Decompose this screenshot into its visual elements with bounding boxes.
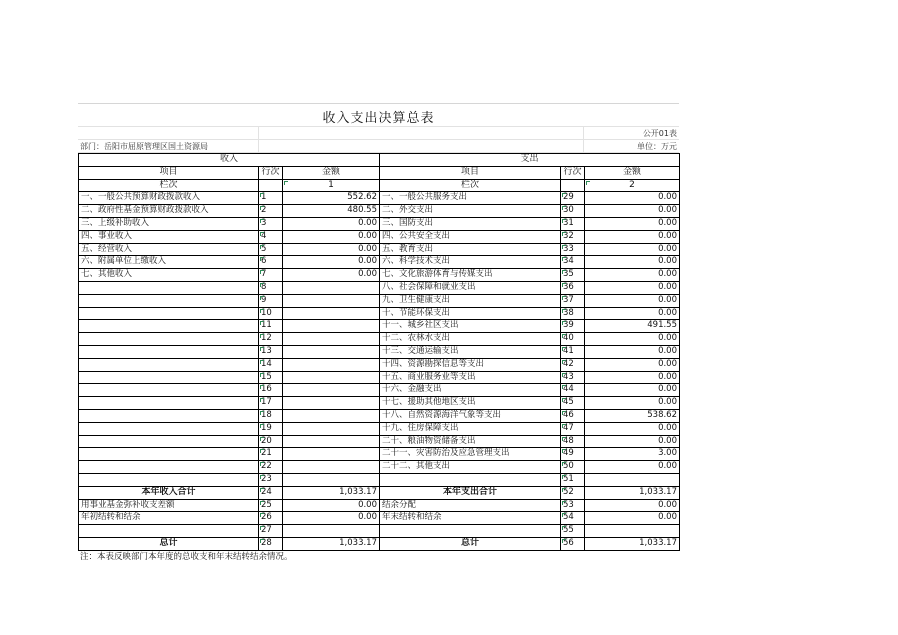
table-row — [79, 358, 680, 371]
income-amount-cell: 0.00 — [283, 243, 380, 256]
income-row-no-cell: 23 — [259, 473, 283, 486]
income-item-cell: 用事业基金弥补收支差额 — [79, 499, 259, 512]
table-row — [79, 422, 680, 435]
income-amount-cell: 0.00 — [283, 217, 380, 230]
income-row-no-cell: 16 — [259, 384, 283, 397]
expense-item-cell: 八、社会保障和就业支出 — [380, 281, 561, 294]
income-item-cell — [79, 461, 259, 474]
expense-item-cell: 十八、自然资源海洋气象等支出 — [380, 409, 561, 422]
table-row — [79, 486, 680, 499]
expense-amount-cell: 491.55 — [585, 320, 680, 333]
table-row — [79, 217, 680, 230]
table-row — [79, 435, 680, 448]
income-row-no-cell: 17 — [259, 397, 283, 410]
column-header-row — [79, 166, 680, 179]
income-amount-cell — [283, 281, 380, 294]
income-item-cell — [79, 358, 259, 371]
income-amount-header: 金额 — [283, 166, 380, 179]
expense-item-cell: 十四、资源勘探信息等支出 — [380, 358, 561, 371]
expense-amount-cell: 0.00 — [585, 307, 680, 320]
expense-row-no-cell: 42 — [561, 358, 585, 371]
income-lanci-blank — [259, 179, 283, 192]
income-amount-cell: 0.00 — [283, 512, 380, 525]
income-amount-cell: 552.62 — [283, 192, 380, 205]
table-row — [79, 230, 680, 243]
expense-amount-cell: 0.00 — [585, 358, 680, 371]
table-row — [79, 525, 680, 538]
income-row-no-cell: 6 — [259, 256, 283, 269]
income-item-cell — [79, 384, 259, 397]
expense-row-no-cell: 52 — [561, 486, 585, 499]
expense-amount-cell: 0.00 — [585, 256, 680, 269]
report-sheet — [78, 103, 679, 563]
expense-amount-cell: 0.00 — [585, 294, 680, 307]
expense-amount-cell — [585, 525, 680, 538]
income-item-cell — [79, 307, 259, 320]
income-item-cell: 总计 — [79, 537, 259, 550]
expense-amount-cell: 0.00 — [585, 230, 680, 243]
income-item-cell: 五、经营收入 — [79, 243, 259, 256]
form-code-row — [78, 127, 679, 140]
income-item-cell: 四、事业收入 — [79, 230, 259, 243]
expense-row-no-cell: 49 — [561, 448, 585, 461]
expense-amount-cell: 0.00 — [585, 333, 680, 346]
income-amount-cell — [283, 409, 380, 422]
income-row-no-cell: 26 — [259, 512, 283, 525]
expense-row-no-cell: 53 — [561, 499, 585, 512]
table-row — [79, 294, 680, 307]
expense-row-no-cell: 33 — [561, 243, 585, 256]
expense-lanci-no: 2 — [585, 179, 680, 192]
expense-row-no-cell: 47 — [561, 422, 585, 435]
footnote: 注：本表反映部门本年度的总收支和年末结转结余情况。 — [80, 551, 293, 562]
expense-item-cell: 十、节能环保支出 — [380, 307, 561, 320]
expense-item-cell: 十七、援助其他地区支出 — [380, 397, 561, 410]
income-item-cell: 三、上级补助收入 — [79, 217, 259, 230]
expense-amount-cell: 0.00 — [585, 217, 680, 230]
income-row-no-cell: 21 — [259, 448, 283, 461]
income-row-no-cell: 20 — [259, 435, 283, 448]
income-item-cell — [79, 422, 259, 435]
income-item-cell — [79, 333, 259, 346]
income-row-no-cell: 2 — [259, 205, 283, 218]
dept-row — [78, 140, 679, 153]
table-row — [79, 345, 680, 358]
expense-item-cell — [380, 525, 561, 538]
expense-item-cell: 六、科学技术支出 — [380, 256, 561, 269]
table-row — [79, 537, 680, 550]
income-row-no-cell: 10 — [259, 307, 283, 320]
expense-item-cell: 结余分配 — [380, 499, 561, 512]
expense-lanci-blank — [561, 179, 585, 192]
income-row-no-cell: 11 — [259, 320, 283, 333]
expense-section-header: 支出 — [380, 154, 680, 167]
expense-row-no-cell: 46 — [561, 409, 585, 422]
expense-amount-cell: 1,033.17 — [585, 486, 680, 499]
table-row — [79, 371, 680, 384]
expense-item-cell: 十一、城乡社区支出 — [380, 320, 561, 333]
income-row-no-header: 行次 — [259, 166, 283, 179]
income-item-cell: 七、其他收入 — [79, 269, 259, 282]
table-row — [79, 281, 680, 294]
income-row-no-cell: 4 — [259, 230, 283, 243]
income-row-no-cell: 28 — [259, 537, 283, 550]
income-item-header: 项目 — [79, 166, 259, 179]
expense-row-no-cell: 51 — [561, 473, 585, 486]
expense-row-no-cell: 31 — [561, 217, 585, 230]
expense-amount-cell: 0.00 — [585, 461, 680, 474]
income-amount-cell — [283, 294, 380, 307]
expense-item-cell: 十三、交通运输支出 — [380, 345, 561, 358]
table-row — [79, 243, 680, 256]
department-label: 部门：岳阳市屈原管理区国土资源局 — [80, 142, 208, 151]
expense-row-no-cell: 44 — [561, 384, 585, 397]
expense-row-no-cell: 37 — [561, 294, 585, 307]
income-item-cell — [79, 345, 259, 358]
income-expense-table — [78, 153, 680, 551]
income-item-cell — [79, 448, 259, 461]
income-amount-cell — [283, 461, 380, 474]
expense-row-no-cell: 48 — [561, 435, 585, 448]
table-row — [79, 473, 680, 486]
table-row — [79, 499, 680, 512]
income-section-header: 收入 — [79, 154, 380, 167]
income-item-cell — [79, 371, 259, 384]
income-amount-cell: 1,033.17 — [283, 486, 380, 499]
expense-amount-cell: 0.00 — [585, 397, 680, 410]
income-amount-cell: 0.00 — [283, 499, 380, 512]
expense-item-cell: 总计 — [380, 537, 561, 550]
expense-row-no-cell: 39 — [561, 320, 585, 333]
unit-label: 单位：万元 — [637, 142, 677, 151]
expense-row-no-cell: 34 — [561, 256, 585, 269]
income-amount-cell — [283, 397, 380, 410]
expense-amount-cell: 0.00 — [585, 384, 680, 397]
income-amount-cell: 1,033.17 — [283, 537, 380, 550]
income-row-no-cell: 22 — [259, 461, 283, 474]
table-row — [79, 269, 680, 282]
expense-item-cell — [380, 473, 561, 486]
expense-row-no-cell: 35 — [561, 269, 585, 282]
income-item-cell: 六、附属单位上缴收入 — [79, 256, 259, 269]
expense-amount-cell: 0.00 — [585, 269, 680, 282]
expense-item-cell: 十二、农林水支出 — [380, 333, 561, 346]
table-row — [79, 333, 680, 346]
table-row — [79, 205, 680, 218]
income-amount-cell: 0.00 — [283, 269, 380, 282]
income-row-no-cell: 12 — [259, 333, 283, 346]
expense-row-no-cell: 50 — [561, 461, 585, 474]
expense-row-no-cell: 30 — [561, 205, 585, 218]
income-item-cell — [79, 397, 259, 410]
expense-item-cell: 三、国防支出 — [380, 217, 561, 230]
income-row-no-cell: 13 — [259, 345, 283, 358]
expense-row-no-cell: 56 — [561, 537, 585, 550]
expense-item-cell: 二、外交支出 — [380, 205, 561, 218]
expense-row-no-cell: 36 — [561, 281, 585, 294]
income-amount-cell — [283, 358, 380, 371]
section-header-row — [79, 154, 680, 167]
expense-row-no-cell: 29 — [561, 192, 585, 205]
expense-row-no-cell: 54 — [561, 512, 585, 525]
table-row — [79, 320, 680, 333]
income-item-cell — [79, 409, 259, 422]
income-row-no-cell: 9 — [259, 294, 283, 307]
income-row-no-cell: 14 — [259, 358, 283, 371]
expense-amount-cell: 0.00 — [585, 192, 680, 205]
income-amount-cell — [283, 435, 380, 448]
expense-item-cell: 一、一般公共服务支出 — [380, 192, 561, 205]
expense-item-header: 项目 — [380, 166, 561, 179]
expense-amount-cell: 3.00 — [585, 448, 680, 461]
income-row-no-cell: 1 — [259, 192, 283, 205]
income-item-cell — [79, 525, 259, 538]
expense-amount-cell: 0.00 — [585, 345, 680, 358]
expense-amount-cell: 0.00 — [585, 422, 680, 435]
expense-amount-cell: 538.62 — [585, 409, 680, 422]
expense-amount-cell: 0.00 — [585, 281, 680, 294]
income-amount-cell — [283, 473, 380, 486]
expense-amount-cell — [585, 473, 680, 486]
income-row-no-cell: 25 — [259, 499, 283, 512]
income-amount-cell — [283, 448, 380, 461]
table-row — [79, 192, 680, 205]
expense-row-no-cell: 55 — [561, 525, 585, 538]
expense-item-cell: 二十一、灾害防治及应急管理支出 — [380, 448, 561, 461]
income-row-no-cell: 19 — [259, 422, 283, 435]
income-row-no-cell: 18 — [259, 409, 283, 422]
expense-lanci-label: 栏次 — [380, 179, 561, 192]
expense-row-no-cell: 38 — [561, 307, 585, 320]
income-row-no-cell: 7 — [259, 269, 283, 282]
income-item-cell — [79, 473, 259, 486]
expense-amount-cell: 0.00 — [585, 243, 680, 256]
income-item-cell: 本年收入合计 — [79, 486, 259, 499]
expense-item-cell: 十九、住房保障支出 — [380, 422, 561, 435]
income-amount-cell — [283, 345, 380, 358]
expense-item-cell: 二十二、其他支出 — [380, 461, 561, 474]
expense-row-no-cell: 43 — [561, 371, 585, 384]
income-amount-cell — [283, 320, 380, 333]
table-row — [79, 397, 680, 410]
income-amount-cell — [283, 422, 380, 435]
table-row — [79, 512, 680, 525]
income-row-no-cell: 3 — [259, 217, 283, 230]
expense-row-no-cell: 41 — [561, 345, 585, 358]
expense-row-no-cell: 45 — [561, 397, 585, 410]
expense-item-cell: 四、公共安全支出 — [380, 230, 561, 243]
expense-amount-cell: 0.00 — [585, 499, 680, 512]
expense-item-cell: 五、教育支出 — [380, 243, 561, 256]
income-row-no-cell: 8 — [259, 281, 283, 294]
income-lanci-label: 栏次 — [79, 179, 259, 192]
income-amount-cell — [283, 371, 380, 384]
table-row — [79, 461, 680, 474]
expense-item-cell: 本年支出合计 — [380, 486, 561, 499]
income-item-cell — [79, 294, 259, 307]
income-item-cell: 一、一般公共预算财政拨款收入 — [79, 192, 259, 205]
expense-amount-cell: 0.00 — [585, 371, 680, 384]
expense-amount-cell: 0.00 — [585, 512, 680, 525]
income-item-cell: 二、政府性基金预算财政拨款收入 — [79, 205, 259, 218]
income-row-no-cell: 5 — [259, 243, 283, 256]
report-title: 收入支出决算总表 — [322, 111, 435, 126]
income-amount-cell — [283, 333, 380, 346]
income-row-no-cell: 27 — [259, 525, 283, 538]
expense-row-no-cell: 40 — [561, 333, 585, 346]
income-amount-cell: 0.00 — [283, 256, 380, 269]
table-row — [79, 307, 680, 320]
income-lanci-no: 1 — [283, 179, 380, 192]
income-item-cell — [79, 435, 259, 448]
table-row — [79, 409, 680, 422]
form-code: 公开01表 — [642, 129, 677, 138]
expense-item-cell: 十六、金融支出 — [380, 384, 561, 397]
expense-item-cell: 年末结转和结余 — [380, 512, 561, 525]
income-amount-cell — [283, 525, 380, 538]
expense-item-cell: 七、文化旅游体育与传媒支出 — [380, 269, 561, 282]
income-amount-cell — [283, 384, 380, 397]
income-amount-cell — [283, 307, 380, 320]
expense-row-no-cell: 32 — [561, 230, 585, 243]
income-amount-cell: 480.55 — [283, 205, 380, 218]
income-row-no-cell: 24 — [259, 486, 283, 499]
income-item-cell: 年初结转和结余 — [79, 512, 259, 525]
table-row — [79, 256, 680, 269]
income-row-no-cell: 15 — [259, 371, 283, 384]
expense-item-cell: 十五、商业服务业等支出 — [380, 371, 561, 384]
expense-amount-header: 金额 — [585, 166, 680, 179]
table-row — [79, 448, 680, 461]
expense-amount-cell: 0.00 — [585, 205, 680, 218]
income-amount-cell: 0.00 — [283, 230, 380, 243]
expense-item-cell: 九、卫生健康支出 — [380, 294, 561, 307]
expense-amount-cell: 0.00 — [585, 435, 680, 448]
table-row — [79, 384, 680, 397]
title-row — [78, 104, 679, 127]
expense-row-no-header: 行次 — [561, 166, 585, 179]
income-item-cell — [79, 320, 259, 333]
income-item-cell — [79, 281, 259, 294]
expense-item-cell: 二十、粮油物资储备支出 — [380, 435, 561, 448]
lanci-row — [79, 179, 680, 192]
expense-amount-cell: 1,033.17 — [585, 537, 680, 550]
